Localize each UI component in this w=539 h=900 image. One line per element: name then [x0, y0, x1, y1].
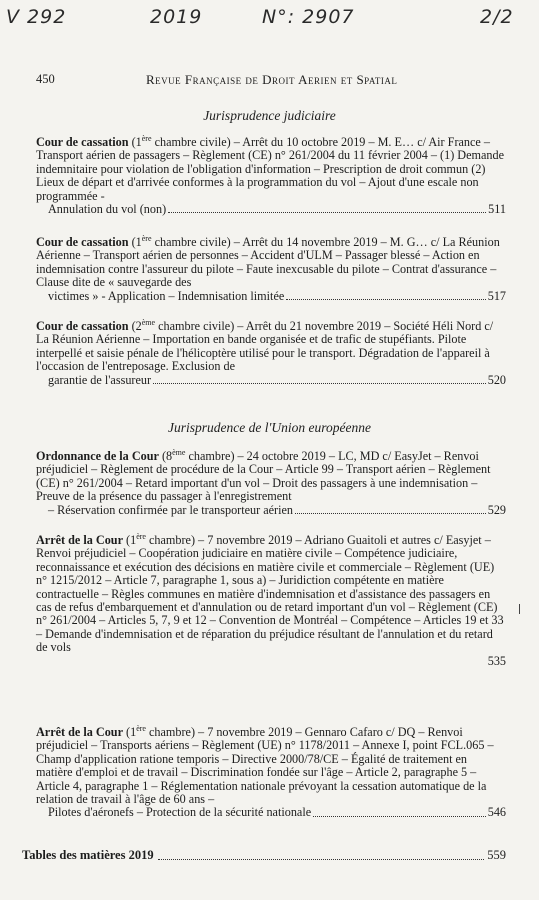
entry-text: chambre civile) – Arrêt du 14 novembre 2019 – M. G… c/ La Réunion Aérienne – Transport aérien de personnes – Accident d'ULM – Passager blessé – Action en indemnisation contre l'assureur du pilote – Faute inexcusable du pilote – Contrat d'assurance – Clause dite de « sauvegarde des	[36, 235, 500, 290]
entry-chamber: (8	[158, 449, 173, 463]
handwritten-note-reference: V 292	[6, 6, 67, 28]
journal-title: Revue Française de Droit Aerien et Spatial	[146, 72, 398, 87]
entry-page: 529	[487, 502, 506, 517]
entry-chamber: (1	[128, 235, 142, 249]
entry-chamber: (1	[122, 725, 137, 739]
entry-last-line: Pilotes d'aéronefs – Protection de la sécurité nationale	[48, 805, 312, 820]
entry-text: chambre civile) – Arrêt du 21 novembre 2019 – Société Héli Nord c/ La Réunion Aérienne – Importation en bande organisée et de trafic de stupéfiants. Pilote interpellé et saisie pénale de l'hélicoptère utilisé pour le transport. Dégradation de l'appareil à l'occasion de l'entreposage. Exclusion de	[36, 319, 494, 374]
toc-entry	[36, 133, 506, 217]
entry-text: chambre civile) – Arrêt du 10 octobre 2019 – M. E… c/ Air France – Transport aérien de passagers – Règlement (CE) n° 261/2004 du 11 février 2004 – (1) Demande indemnitaire pour violation de l'obligation d'information – Prescription de droit commun (2) Lieux de départ et d'arrivée conformes à la programmation du vol – Ajout d'une escale non programmée -	[36, 135, 504, 203]
handwritten-note-year: 2019	[150, 6, 203, 28]
toc-entry	[36, 723, 506, 820]
section-title-union-europeenne: Jurisprudence de l'Union européenne	[168, 420, 371, 435]
entry-page: 535	[487, 653, 506, 668]
entry-chamber-sup: ère	[136, 531, 146, 541]
entry-chamber-sup: ème	[141, 317, 156, 327]
entry-court: Cour de cassation	[36, 319, 129, 333]
dot-leader	[295, 513, 486, 514]
entry-text: chambre) – 7 novembre 2019 – Adriano Guaitoli et autres c/ Easyjet – Renvoi préjudiciel – Coopération judiciaire en matière civile – Compétence judiciaire, reconnaissance et exécution des décisions en matière civile et commerciale – Règlement (UE) n° 1215/2012 – Article 7, paragraphe 1, sous a) – Juridiction compétente en matière contractuelle – Règles communes en matière d'indemnisation et d'assistance des passagers en cas de refus d'embarquement et d'annulation ou de retard important d'un vol – Règlement (CE) n° 261/2004 – Articles 5, 7, 9 et 12 – Convention de Montréal – Compétence – Articles 19 et 33 – Demande d'indemnisation et de réparation du préjudice résultant de l'annulation et du retard de vols	[36, 533, 504, 655]
tables-label: Tables des matières 2019	[22, 848, 154, 862]
dot-leader	[313, 816, 486, 817]
entry-text: chambre) – 24 octobre 2019 – LC, MD c/ EasyJet – Renvoi préjudiciel – Règlement de procédure de la Cour – Article 99 – Transport aérien – Règlement (CE) n° 261/2004 – Retard important d'un vol – Droit des passagers à une indemnisation – Preuve de la présence du passager à l'enregistrement	[36, 449, 491, 504]
toc-entry	[36, 233, 506, 303]
section-title-judiciaire: Jurisprudence judiciaire	[203, 108, 336, 123]
entry-chamber-sup: ère	[141, 233, 152, 243]
entry-chamber-sup: ère	[141, 133, 152, 143]
entry-last-line: Annulation du vol (non)	[48, 202, 167, 217]
entry-chamber: (2	[128, 319, 142, 333]
handwritten-note-number: N°: 2907	[262, 6, 355, 28]
page-number: 450	[36, 72, 55, 86]
handwritten-note-page-fraction: 2/2	[480, 6, 514, 28]
entry-court: Arrêt de la Cour	[36, 725, 123, 739]
toc-entry	[36, 447, 506, 517]
toc-entry	[36, 317, 506, 387]
toc-tables-entry	[22, 848, 506, 863]
entry-chamber: (1	[122, 533, 137, 547]
dot-leader	[153, 383, 486, 384]
entry-chamber: (1	[128, 135, 142, 149]
dot-leader	[158, 859, 485, 860]
entry-court: Ordonnance de la Cour	[36, 449, 159, 463]
entry-last-line: garantie de l'assureur	[48, 372, 152, 387]
entry-page: 511	[488, 202, 506, 217]
entry-last-line: – Réservation confirmée par le transporteur aérien	[48, 502, 293, 517]
entry-page: 517	[487, 288, 506, 303]
entry-chamber-sup: ème	[172, 447, 186, 457]
entry-last-line: victimes » - Application – Indemnisation limitée	[48, 288, 285, 303]
entry-chamber-sup: ère	[136, 723, 146, 733]
entry-court: Arrêt de la Cour	[36, 533, 123, 547]
entry-page: 546	[487, 805, 506, 820]
toc-entry	[36, 531, 506, 668]
dot-leader	[168, 212, 486, 213]
dot-leader	[286, 299, 485, 300]
entry-court: Cour de cassation	[36, 235, 129, 249]
tables-page: 559	[487, 848, 506, 862]
entry-court: Cour de cassation	[36, 135, 129, 149]
entry-page: 520	[487, 372, 506, 387]
margin-mark	[519, 604, 520, 614]
entry-text: chambre) – 7 novembre 2019 – Gennaro Cafaro c/ DQ – Renvoi préjudiciel – Transports aériens – Règlement (UE) n° 1178/2011 – Annexe I, point FCL.065 – Champ d'application ratione temporis – Directive 2000/78/CE – Égalité de traitement en matière d'emploi et de travail – Discrimination fondée sur l'âge – Article 2, paragraphe 5 – Article 4, paragraphe 1 – Réglementation nationale prévoyant la cessation automatique de la relation de travail à l'âge de 60 ans –	[36, 725, 494, 807]
